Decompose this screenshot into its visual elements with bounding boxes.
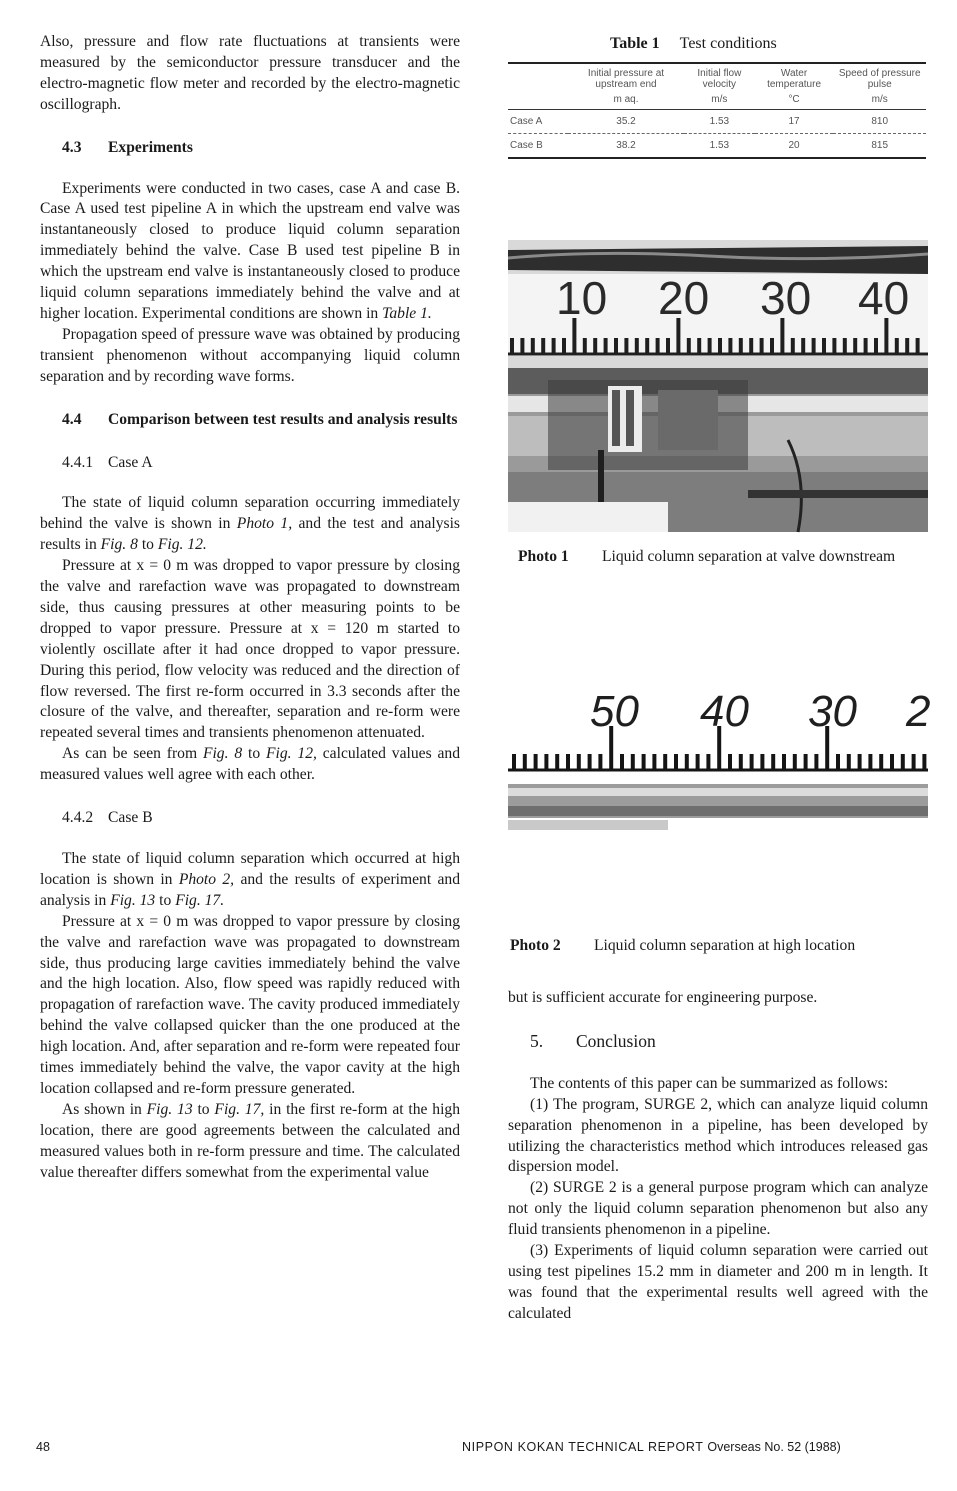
photo-label: Photo 1 bbox=[518, 548, 569, 565]
table-header: Initial flow velocity bbox=[684, 63, 755, 92]
ref-table-1: Table 1. bbox=[382, 304, 432, 322]
ref-fig-8: Fig. 8 bbox=[202, 745, 243, 763]
text: to bbox=[248, 745, 261, 763]
ref-fig-13: Fig. 13 bbox=[110, 891, 156, 909]
table-row-label: Case A bbox=[508, 110, 568, 134]
paragraph-case-a-2: Pressure at x = 0 m was dropped to vapor pressure by closing the valve and rarefaction wave was propagated to downstream side, thus causing pressures at other measuring points to be dropped to vapor pressure. Pressure at x = 120 m started to violently oscillate after it had once dropped to vapor pressure. During this period, flow velocity was reduced and the direction of flow reversed. The first re-form occurred in 3.3 seconds after the closure of the valve, and thereafter, separation and re-form were repeated several times and transients phenomenon attenuated. bbox=[40, 557, 460, 742]
right-column bbox=[508, 988, 928, 1325]
photo-label: Photo 2 bbox=[510, 937, 561, 954]
test-conditions-table bbox=[508, 62, 926, 159]
table-units-row bbox=[508, 92, 926, 110]
table-title bbox=[610, 35, 777, 53]
table-header: Initial pressure at upstream end bbox=[568, 63, 684, 92]
ruler-number: 2 bbox=[906, 687, 931, 736]
table-unit: °C bbox=[755, 92, 834, 110]
table-header: Speed of pressure pulse bbox=[833, 63, 926, 92]
table-label: Table 1 bbox=[610, 35, 660, 52]
journal-name: NIPPON KOKAN TECHNICAL REPORT bbox=[462, 1440, 704, 1454]
ref-fig-17: Fig. 17, bbox=[214, 1100, 265, 1118]
section-heading-5 bbox=[530, 1031, 928, 1052]
text: Experiments were conducted in two cases, case A and case B. Case A used test pipeline A in which the upstream end valve was instantaneously closed to produce liquid column separation immediately behind the valve. Case B used test pipeline B in which the upstream end valve is instantaneously closed to produce liquid column separations immediately behind the valve and at higher location. Experimental conditions are shown in bbox=[40, 179, 460, 322]
section-number: 4.4 bbox=[62, 410, 82, 428]
paragraph-experiments-2: Propagation speed of pressure wave was obtained by producing transient phenomenon without accompanying liquid column separation and by recording wave forms. bbox=[40, 325, 460, 385]
photo-2-graphic bbox=[508, 660, 931, 860]
ruler-number: 40 bbox=[858, 272, 910, 324]
text: and the results of experiment and analysis in bbox=[40, 870, 461, 909]
paragraph-case-a-3 bbox=[40, 744, 460, 786]
table-cell: 1.53 bbox=[684, 110, 755, 134]
ruler-number: 10 bbox=[556, 272, 608, 324]
ruler-number: 40 bbox=[700, 687, 749, 736]
table-unit: m/s bbox=[684, 92, 755, 110]
table-cell bbox=[508, 92, 568, 110]
subsection-number: 4.4.2 bbox=[62, 809, 94, 827]
table-row-label: Case B bbox=[508, 134, 568, 159]
left-column bbox=[40, 32, 460, 1184]
section-title: Comparison between test results and analysis results bbox=[108, 410, 458, 428]
ruler-number: 50 bbox=[590, 687, 639, 736]
paragraph-case-a-1 bbox=[40, 493, 460, 556]
table-corner bbox=[508, 63, 568, 92]
text: to bbox=[159, 891, 172, 909]
photo-2-image bbox=[508, 660, 931, 860]
table-unit: m/s bbox=[833, 92, 926, 110]
section-heading-4-3 bbox=[62, 138, 460, 159]
photo-caption-text: Liquid column separation at high location bbox=[594, 937, 856, 954]
text: As shown in bbox=[62, 1100, 142, 1118]
ref-fig-12: Fig. 12, bbox=[266, 745, 317, 763]
table-row bbox=[508, 134, 926, 159]
table-header-row bbox=[508, 63, 926, 92]
photo-1-image bbox=[508, 240, 928, 532]
ref-fig-17: Fig. 17. bbox=[175, 891, 225, 909]
subsection-heading-4-4-2 bbox=[62, 808, 460, 829]
subsection-title: Case A bbox=[108, 453, 153, 471]
section-title: Experiments bbox=[108, 138, 193, 156]
ruler-number: 30 bbox=[760, 272, 812, 324]
subsection-heading-4-4-1 bbox=[62, 453, 460, 474]
text: calculated values and measured values well agree with each other. bbox=[40, 745, 461, 784]
photo-1-caption bbox=[518, 547, 918, 567]
ref-fig-8: Fig. 8 bbox=[100, 536, 138, 554]
section-number: 4.3 bbox=[62, 138, 82, 156]
table-cell: 810 bbox=[833, 110, 926, 134]
table-cell: 35.2 bbox=[568, 110, 684, 134]
text: The state of liquid column separation occurring immediately behind the valve is shown in bbox=[40, 494, 460, 533]
table-unit: m aq. bbox=[568, 92, 684, 110]
paragraph-intro: Also, pressure and flow rate fluctuations at transients were measured by the semiconductor pressure transducer and the electro-magnetic flow meter and recorded by the electro-magnetic oscillograph. bbox=[40, 33, 460, 113]
table-caption: Test conditions bbox=[679, 35, 777, 52]
photo-caption-text: Liquid column separation at valve downstream bbox=[602, 548, 896, 565]
section-heading-4-4 bbox=[62, 410, 460, 431]
paragraph-case-b-3 bbox=[40, 1100, 460, 1184]
ref-fig-13: Fig. 13 bbox=[146, 1100, 193, 1118]
section-number: 5. bbox=[530, 1030, 544, 1051]
photo-1-graphic bbox=[508, 240, 928, 532]
journal-footer bbox=[462, 1440, 841, 1454]
subsection-number: 4.4.1 bbox=[62, 453, 94, 471]
subsection-title: Case B bbox=[108, 809, 153, 827]
table-row bbox=[508, 110, 926, 134]
text: The state of liquid column separation which occurred at high location is shown in bbox=[40, 850, 460, 888]
text: and the test and analysis results in bbox=[40, 515, 460, 554]
text: to bbox=[141, 536, 154, 554]
ref-photo-1: Photo 1, bbox=[236, 515, 293, 533]
table-cell: 815 bbox=[833, 134, 926, 159]
conclusion-item-3: (3) Experiments of liquid column separation were carried out using test pipelines 15.2 mm in diameter and 200 m in length. It was found that the experimental results well agreed with the calculated bbox=[508, 1242, 928, 1322]
paragraph-continued: but is sufficient accurate for engineering purpose. bbox=[508, 989, 818, 1006]
text: to bbox=[197, 1100, 210, 1118]
conclusion-item-1: (1) The program, SURGE 2, which can analyze liquid column separation phenomenon in a pipeline, has been developed by utilizing the characteristics method which introduces released gas dispersion model. bbox=[508, 1095, 928, 1176]
conclusion-item-2: (2) SURGE 2 is a general purpose program which can analyze not only the liquid column separation phenomenon but also any fluid transients phenomenon in a pipeline. bbox=[508, 1179, 928, 1239]
table-cell: 38.2 bbox=[568, 134, 684, 159]
paragraph-case-b-1 bbox=[40, 849, 460, 912]
table-header: Water temperature bbox=[755, 63, 834, 92]
paragraph-experiments-1 bbox=[40, 179, 460, 325]
section-title: Conclusion bbox=[576, 1030, 656, 1051]
text: in the first re-form at the high location, there are good agreements between the calculated and measured values both in re-form pressure and time. The calculated value thereafter differs somewhat from the experimental value bbox=[40, 1100, 460, 1181]
paragraph-conclusion-intro: The contents of this paper can be summarized as follows: bbox=[530, 1074, 889, 1092]
journal-issue: Overseas No. 52 (1988) bbox=[707, 1440, 841, 1454]
paragraph-case-b-2: Pressure at x = 0 m was dropped to vapor pressure by closing the valve and rarefaction wave was propagated to downstream side, thus producing large cavities immediately behind the valve and the high location. Also, flow speed was rapidly reduced with propagation of rarefaction wave. The cavity produced immediately behind the valve collapsed quicker than the one produced at the high location. And, after separation and re-form were repeated four times immediately behind the valve, the vapor cavity at the high location collapsed and re-form pressure generated. bbox=[40, 912, 460, 1097]
ref-fig-12: Fig. 12. bbox=[157, 536, 207, 554]
table-cell: 20 bbox=[755, 134, 834, 159]
table-cell: 1.53 bbox=[684, 134, 755, 159]
ruler-number: 20 bbox=[658, 272, 710, 324]
photo-2-caption bbox=[510, 936, 930, 956]
text: As can be seen from bbox=[62, 745, 198, 763]
ruler-number: 30 bbox=[808, 687, 857, 736]
table-cell: 17 bbox=[755, 110, 834, 134]
ref-photo-2: Photo 2, bbox=[178, 870, 235, 888]
page-number: 48 bbox=[36, 1440, 50, 1454]
